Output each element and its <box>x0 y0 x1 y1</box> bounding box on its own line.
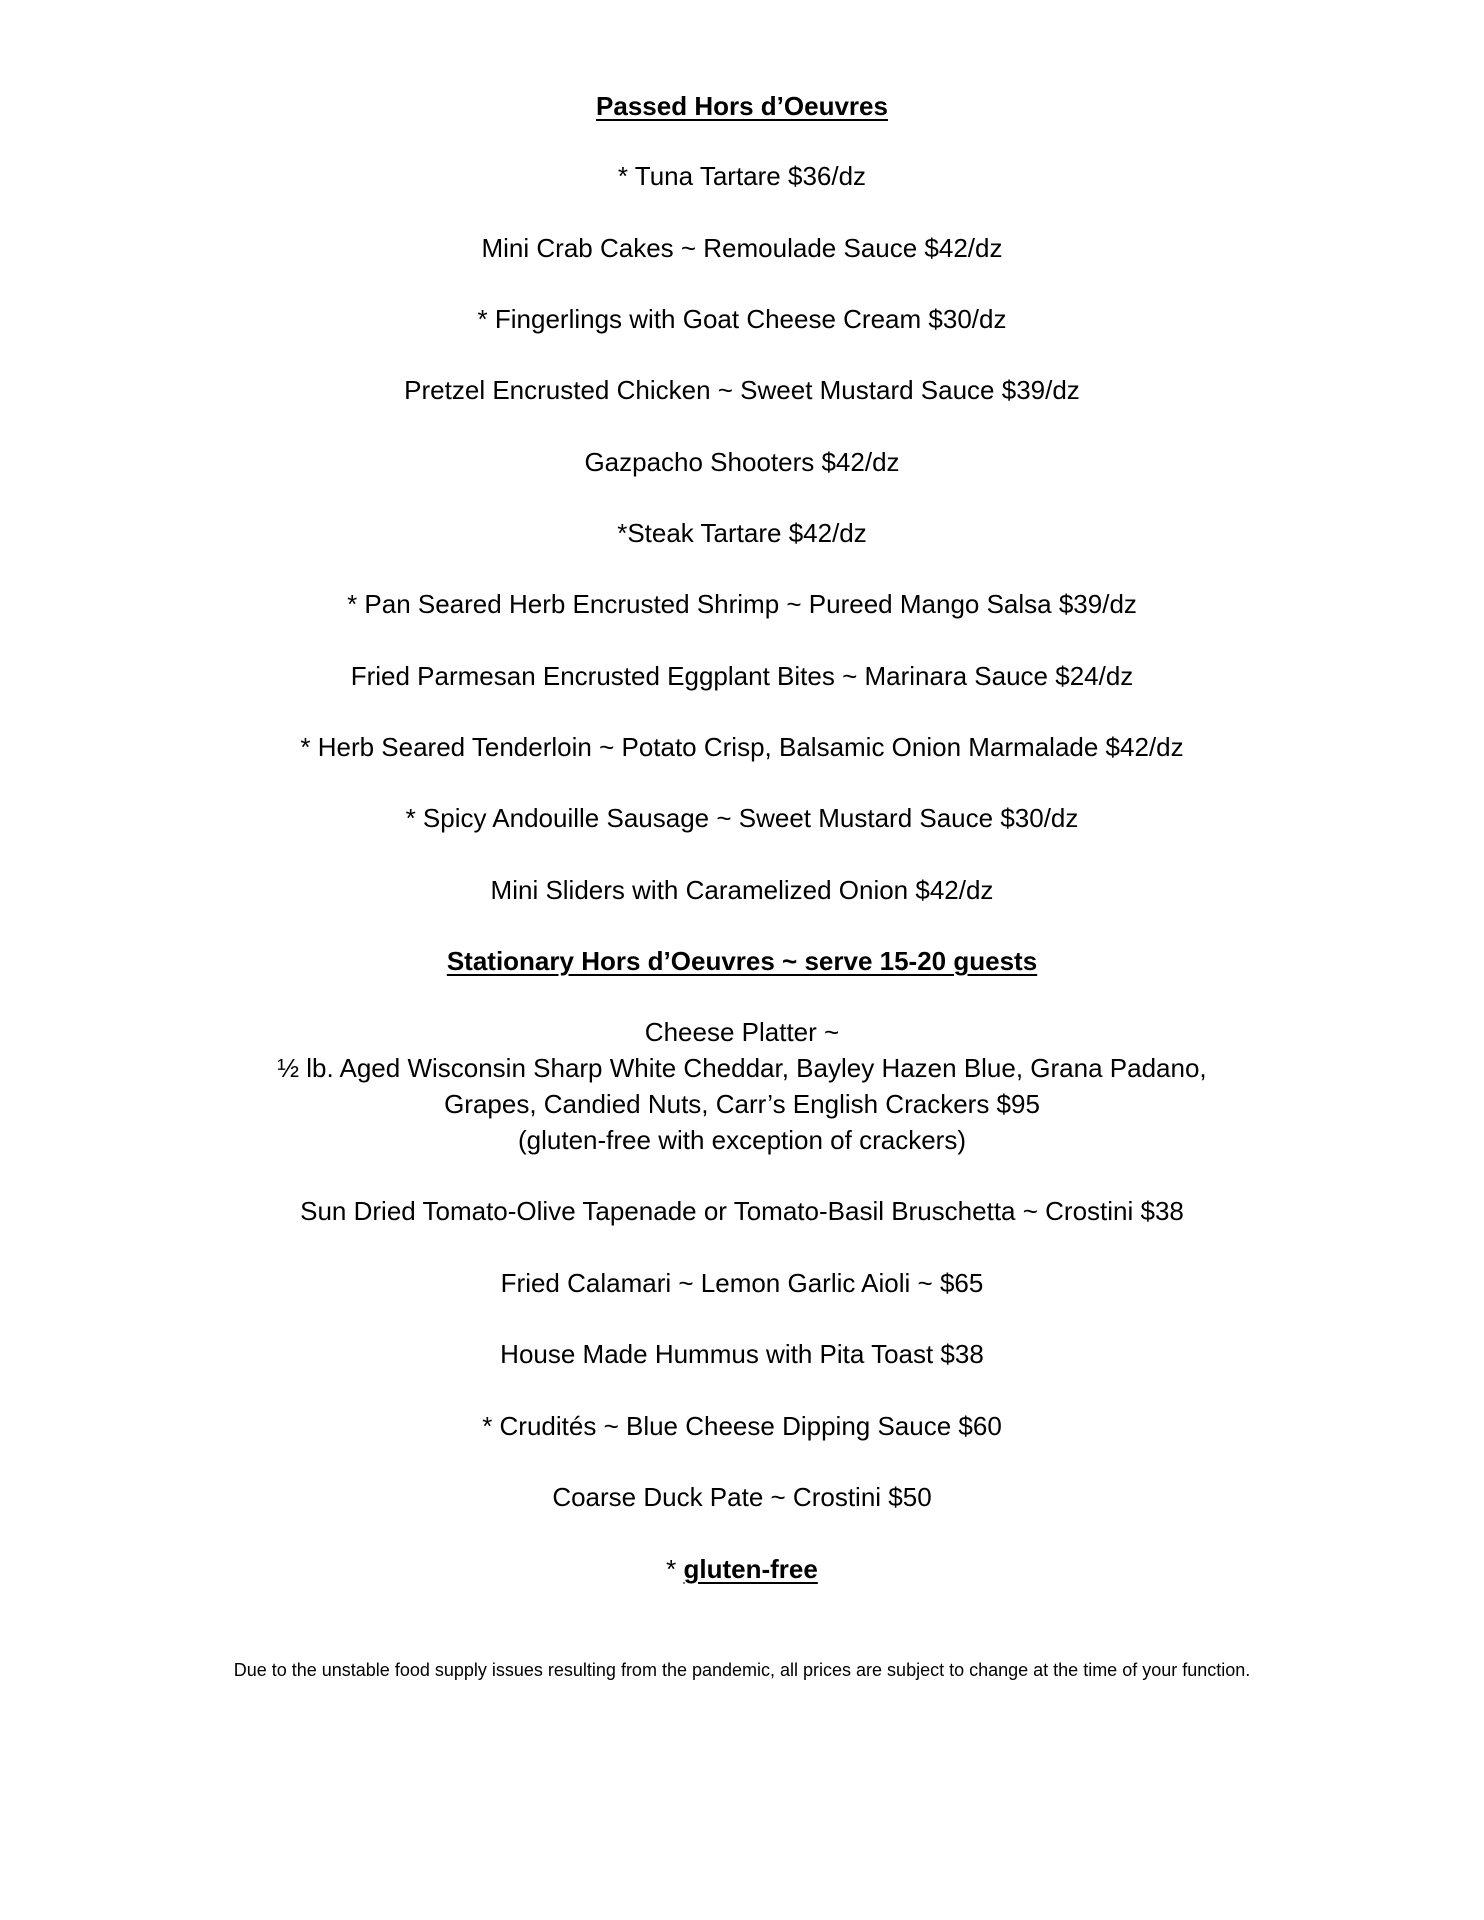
pricing-disclaimer: Due to the unstable food supply issues resulting from the pandemic, all prices are subject to change at the time of your function. <box>233 1660 1251 1680</box>
menu-item: Gazpacho Shooters $42/dz <box>584 447 900 477</box>
gluten-free-label: gluten-free <box>683 1554 818 1584</box>
menu-item: * Spicy Andouille Sausage ~ Sweet Mustard Sauce $30/dz <box>405 803 1079 833</box>
stationary-hors-doeuvres-heading: Stationary Hors d’Oeuvres ~ serve 15-20 guests <box>446 946 1038 976</box>
menu-item: Mini Sliders with Caramelized Onion $42/dz <box>490 875 994 905</box>
menu-item: Coarse Duck Pate ~ Crostini $50 <box>552 1482 932 1512</box>
cheese-platter-note: (gluten-free with exception of crackers) <box>518 1125 966 1155</box>
menu-item: Pretzel Encrusted Chicken ~ Sweet Mustard Sauce $39/dz <box>404 375 1080 405</box>
gluten-free-marker: * <box>666 1554 677 1584</box>
passed-hors-doeuvres-heading: Passed Hors d’Oeuvres <box>596 91 888 121</box>
cheese-platter-title: Cheese Platter ~ <box>644 1017 840 1047</box>
menu-item: Fried Calamari ~ Lemon Garlic Aioli ~ $65 <box>500 1268 984 1298</box>
menu-item: House Made Hummus with Pita Toast $38 <box>500 1339 984 1369</box>
menu-item: * Tuna Tartare $36/dz <box>617 161 867 191</box>
cheese-platter-line: ½ lb. Aged Wisconsin Sharp White Cheddar, Bayley Hazen Blue, Grana Padano, <box>277 1053 1207 1083</box>
gluten-free-legend <box>0 1553 1484 1585</box>
menu-item: Mini Crab Cakes ~ Remoulade Sauce $42/dz <box>481 233 1003 263</box>
menu-item: *Steak Tartare $42/dz <box>617 518 867 548</box>
menu-item: * Herb Seared Tenderloin ~ Potato Crisp, Balsamic Onion Marmalade $42/dz <box>300 732 1184 762</box>
menu-item: Fried Parmesan Encrusted Eggplant Bites ~ Marinara Sauce $24/dz <box>350 661 1134 691</box>
menu-item: * Pan Seared Herb Encrusted Shrimp ~ Pureed Mango Salsa $39/dz <box>347 589 1137 619</box>
menu-item: * Crudités ~ Blue Cheese Dipping Sauce $60 <box>482 1411 1002 1441</box>
menu-item: Sun Dried Tomato-Olive Tapenade or Tomato-Basil Bruschetta ~ Crostini $38 <box>300 1196 1184 1226</box>
cheese-platter-line: Grapes, Candied Nuts, Carr’s English Crackers $95 <box>444 1089 1040 1119</box>
menu-item: * Fingerlings with Goat Cheese Cream $30/dz <box>477 304 1007 334</box>
